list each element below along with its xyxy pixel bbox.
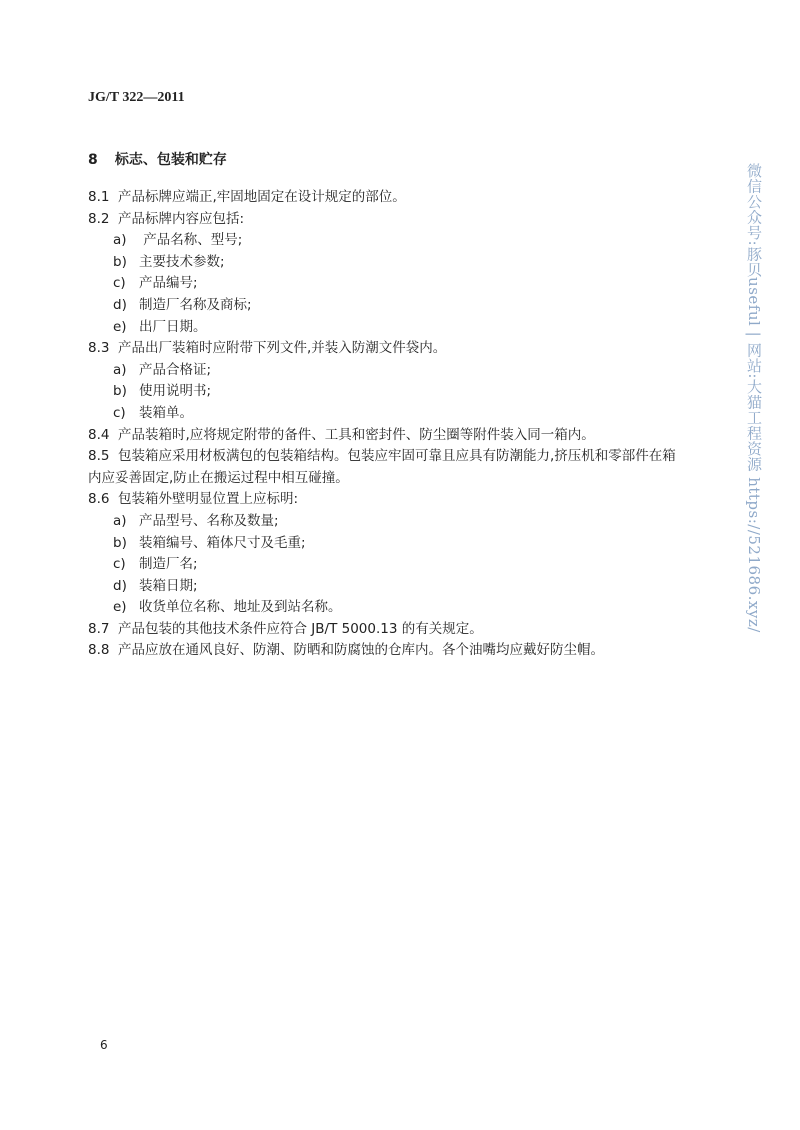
clause-number: a) [113, 232, 127, 249]
clause-text: 制造厂名; [139, 556, 198, 573]
clause-text: 包装箱外壁明显位置上应标明: [118, 491, 299, 508]
clause [88, 209, 728, 231]
clause [88, 446, 728, 468]
list-item [88, 252, 728, 274]
clause-text: 产品名称、型号; [139, 232, 243, 249]
clause-text: 主要技术参数; [139, 253, 225, 270]
clause-number: 8.5 [88, 448, 110, 465]
clause-number: c) [113, 275, 126, 292]
list-item [88, 295, 728, 317]
list-item [88, 360, 728, 382]
clause-number: 8.6 [88, 491, 110, 508]
clause-text: 产品合格证; [139, 361, 212, 378]
clause-continuation [88, 468, 728, 490]
clause-text: 装箱编号、箱体尺寸及毛重; [139, 534, 306, 551]
page-number: 6 [100, 1038, 108, 1052]
clause-number: b) [113, 534, 127, 551]
clause-text: 使用说明书; [139, 383, 212, 400]
clause-number: 8.4 [88, 426, 110, 443]
clause [88, 640, 728, 662]
list-item [88, 230, 728, 252]
section-number: 8 [88, 152, 98, 168]
clause-text: 装箱单。 [139, 404, 193, 421]
clause-text: 产品标牌内容应包括: [118, 210, 245, 227]
clause-number: 8.8 [88, 642, 110, 659]
clause-text: 产品标牌应端正,牢固地固定在设计规定的部位。 [118, 189, 406, 205]
clause-text: 产品出厂装箱时应附带下列文件,并装入防潮文件袋内。 [118, 340, 447, 357]
clause-text: 出厂日期。 [139, 318, 207, 335]
clause-text: 产品包装的其他技术条件应符合 JB/T 5000.13 的有关规定。 [118, 620, 483, 637]
clause-number: a) [113, 361, 127, 378]
document-body [88, 187, 728, 662]
list-item [88, 554, 728, 576]
list-item [88, 576, 728, 598]
list-item [88, 533, 728, 555]
clause-number: e) [113, 318, 127, 335]
clause [88, 425, 728, 447]
clause-number: d) [113, 296, 127, 313]
clause-text: 产品应放在通风良好、防潮、防晒和防腐蚀的仓库内。各个油嘴均应戴好防尘帽。 [118, 642, 604, 659]
clause-text: 包装箱应采用材板满包的包装箱结构。包装应牢固可靠且应具有防潮能力,挤压机和零部件在箱 [118, 448, 676, 465]
clause [88, 489, 728, 511]
clause [88, 338, 728, 360]
list-item [88, 597, 728, 619]
clause-number: b) [113, 383, 127, 400]
list-item [88, 403, 728, 425]
clause-text: 内应妥善固定,防止在搬运过程中相互碰撞。 [88, 469, 349, 486]
list-item [88, 381, 728, 403]
watermark: 微信公众号:豚贝useful | 网站:大猫工程资源 https://521686.xyz/ [745, 163, 763, 633]
list-item [88, 317, 728, 339]
clause-number: e) [113, 599, 127, 616]
clause-number: d) [113, 577, 127, 594]
clause-text: 装箱日期; [139, 577, 198, 594]
clause-text: 收货单位名称、地址及到站名称。 [139, 599, 342, 616]
list-item [88, 511, 728, 533]
document-code-header: JG/T 322—2011 [88, 90, 185, 105]
clause-number: 8.7 [88, 620, 110, 637]
clause-number: c) [113, 556, 126, 573]
clause-text: 产品装箱时,应将规定附带的备件、工具和密封件、防尘圈等附件装入同一箱内。 [118, 426, 595, 443]
clause-number: c) [113, 404, 126, 421]
clause [88, 619, 728, 641]
clause-number: 8.2 [88, 210, 110, 227]
clause [88, 187, 728, 209]
list-item [88, 273, 728, 295]
clause-text: 产品型号、名称及数量; [139, 512, 279, 529]
clause-number: a) [113, 512, 127, 529]
section-title: 标志、包装和贮存 [114, 152, 227, 168]
clause-text: 制造厂名称及商标; [139, 296, 252, 313]
clause-number: 8.1 [88, 189, 110, 205]
clause-number: 8.3 [88, 340, 110, 357]
section-heading [88, 149, 227, 169]
clause-text: 产品编号; [139, 275, 198, 292]
clause-number: b) [113, 253, 127, 270]
